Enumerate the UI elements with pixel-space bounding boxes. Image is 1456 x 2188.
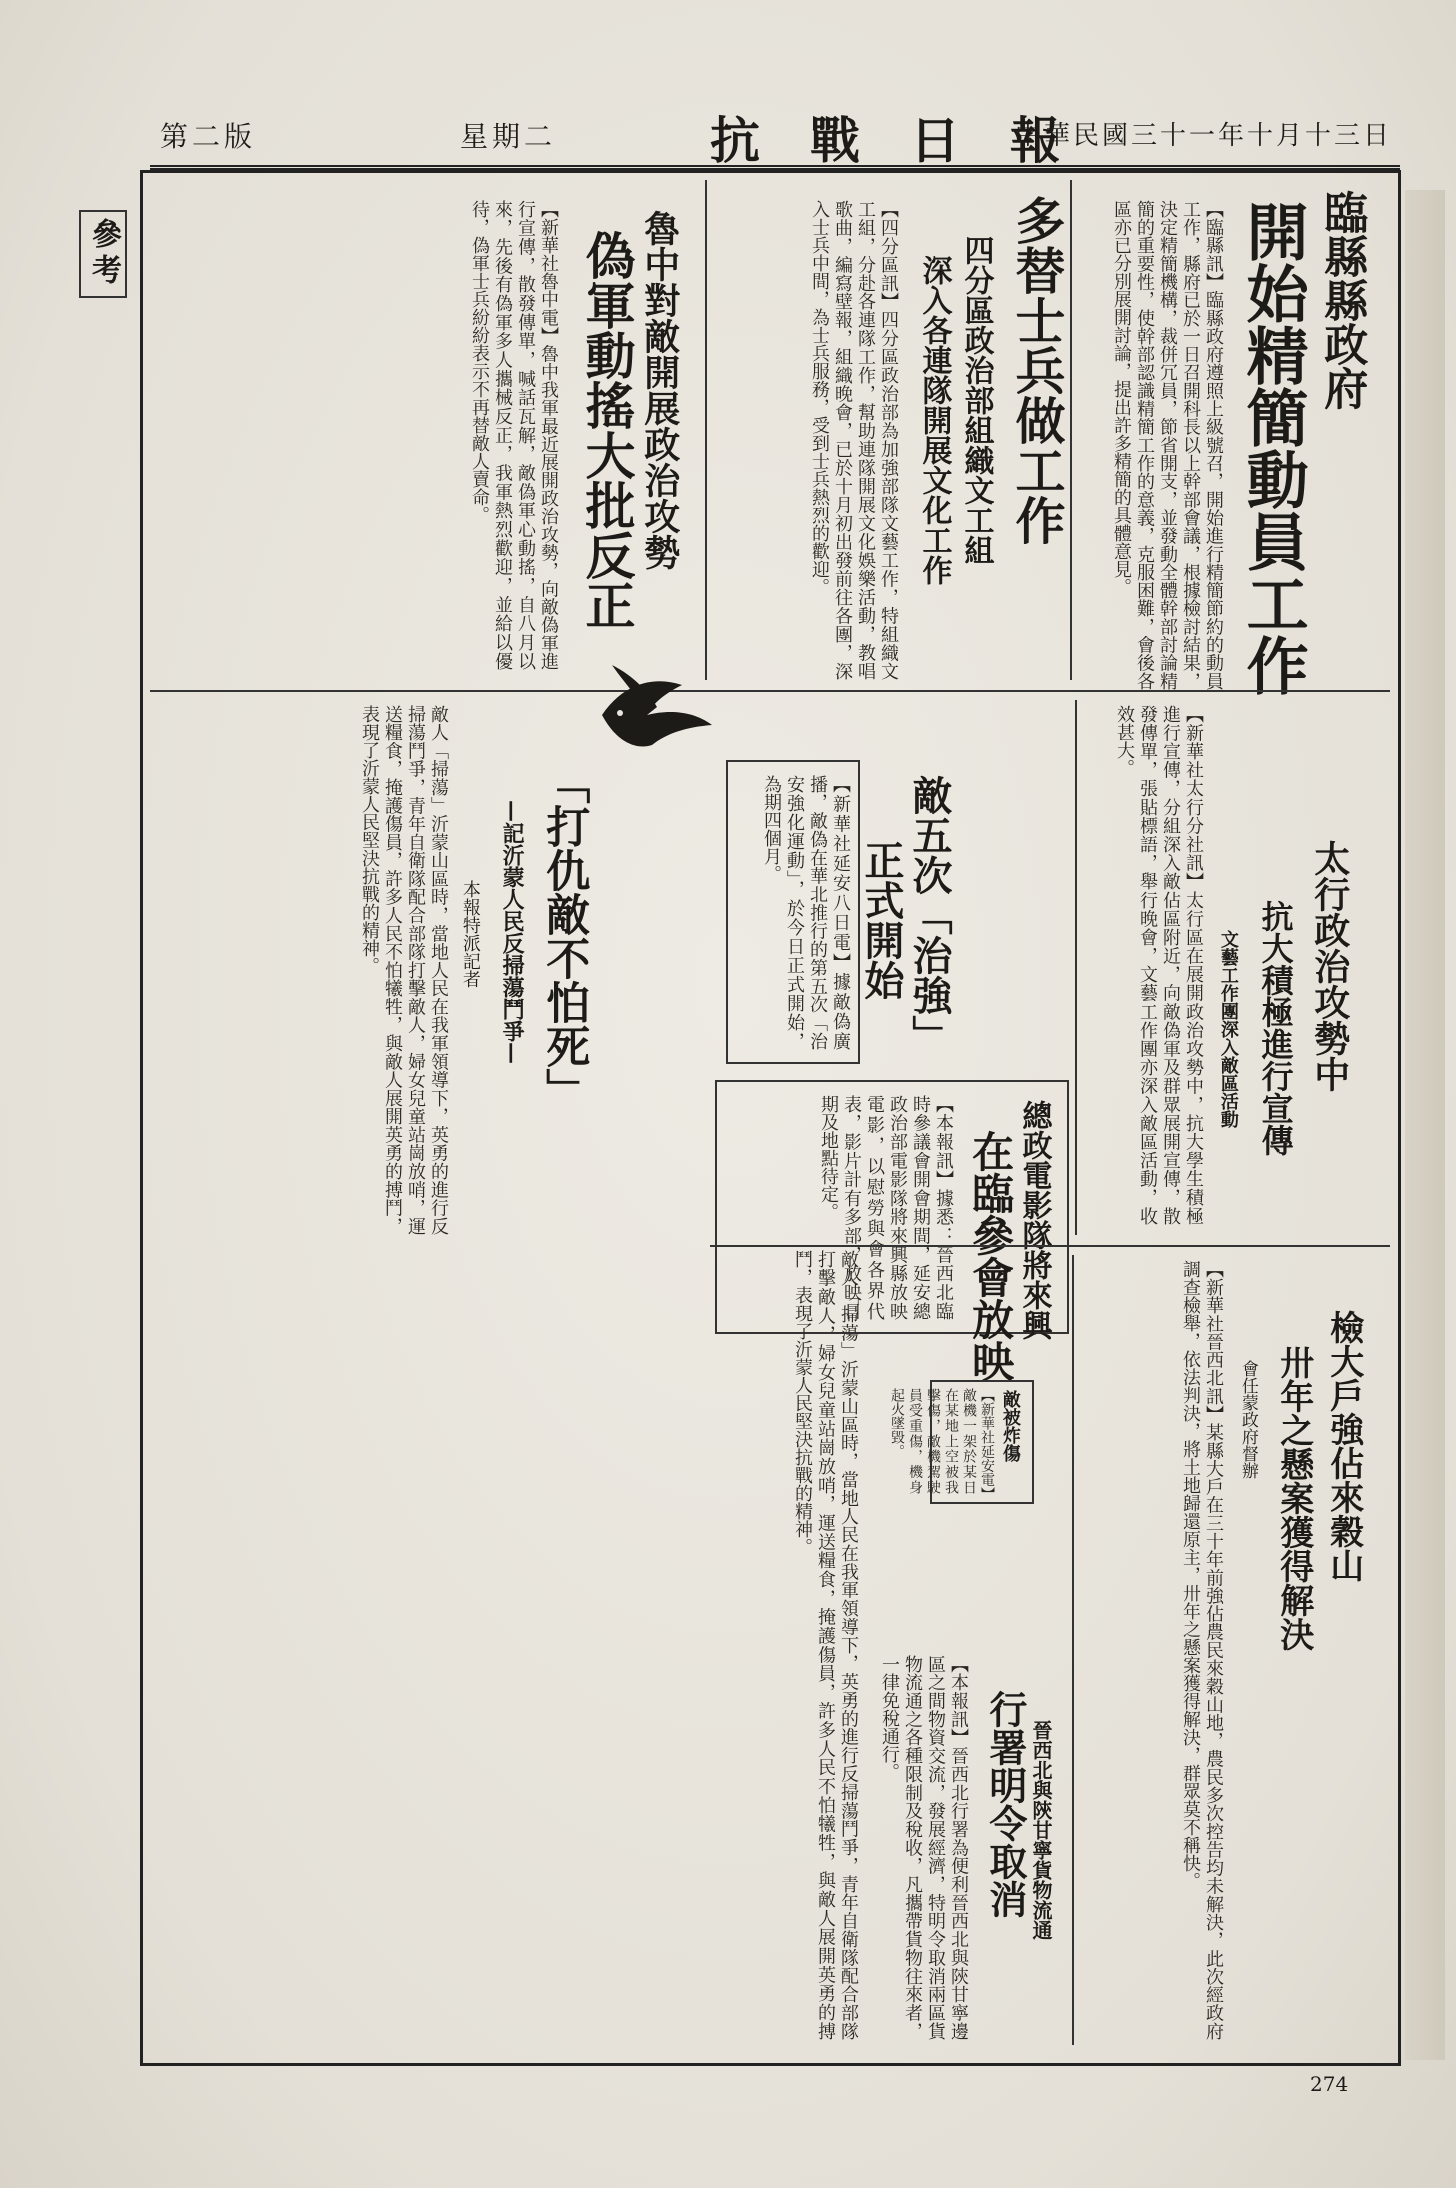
a10-body: 【新華社延安電】敵機一架於某日在某地上空被我擊傷，敵機駕駛員受重傷，機身起火墜毀。 bbox=[889, 1388, 995, 1494]
a8-kicker: 檢大戶強佔來穀山 bbox=[1323, 1310, 1364, 1582]
a8-byline: 會任蒙政府督辦 bbox=[1237, 1360, 1258, 1479]
a10-headline: 敵被炸傷 bbox=[999, 1390, 1021, 1462]
a7-subhead2: 文藝工作團深入敵區活動 bbox=[1217, 930, 1239, 1128]
page-number: 274 bbox=[1310, 2072, 1349, 2096]
issue-label: 第二版 bbox=[160, 120, 257, 153]
a1-body: 【臨縣訊】臨縣政府遵照上級號召，開始進行精簡節約的動員工作，縣府已於一日召開科長以上幹部會議，根據檢討結果，決定精簡機構，裁併冗員，節省開支，並發動全體幹部討論精簡的重要性，使幹部認識精簡工作的意義，克服困難，會後各區亦已分別展開討論，提出許多精簡的具體意見。 bbox=[1111, 200, 1224, 690]
a9-headline: 行署明令取消 bbox=[982, 1690, 1028, 1918]
a1-headline: 開始精簡動員工作 bbox=[1236, 200, 1310, 696]
a4-headline: 「打仇敵不怕死」 bbox=[538, 760, 590, 1112]
column-rule bbox=[1072, 1255, 1074, 2045]
a7-subhead1: 抗大積極進行宣傳 bbox=[1256, 900, 1295, 1156]
dove-illustration-icon bbox=[592, 655, 722, 765]
weekday-label: 星期二 bbox=[460, 120, 557, 153]
a4-body-continued: 敵人「掃蕩」沂蒙山區時，當地人民在我軍領導下，英勇的進行反掃蕩鬥爭，青年自衛隊配合部隊打擊敵人，婦女兒童站崗放哨，運送糧食，掩護傷員，許多人民不怕犧牲，與敵人展開英勇的搏鬥，表現了沂蒙人民堅決抗戰的精神。 bbox=[792, 1250, 859, 2040]
a1-kicker: 臨縣縣政府 bbox=[1316, 190, 1368, 410]
a5-subhead: 正式開始 bbox=[858, 840, 905, 1000]
a3-headline: 偽軍動搖大批反正 bbox=[577, 230, 637, 630]
column-rule bbox=[705, 180, 707, 680]
a7-headline: 太行政治攻勢中 bbox=[1308, 840, 1351, 1092]
a2-body: 【四分區訊】四分區政治部為加強部隊文藝工作，特組織文工組，分赴各連隊工作，幫助連隊開展文化娛樂活動，教唱歌曲，編寫壁報，組織晚會，已於十月初出發前往各團，深入士兵中間，為士兵服務，受到士兵熱烈的歡迎。 bbox=[809, 200, 899, 680]
a2-subhead1: 四分區政治部組織文工組 bbox=[958, 235, 994, 565]
masthead bbox=[150, 105, 1400, 170]
a8-body: 【新華社晉西北訊】某縣大戶在三十年前強佔農民來穀山地，農民多次控告均未解決，此次經政府調查檢舉，依法判決，將土地歸還原主，卅年之懸案獲得解決，群眾莫不稱快。 bbox=[1180, 1260, 1224, 2040]
section-rule bbox=[710, 1245, 1390, 1247]
a2-headline: 多替士兵做工作 bbox=[1007, 195, 1067, 545]
left-margin-strip bbox=[75, 190, 135, 2070]
right-margin-strip bbox=[1405, 190, 1445, 2060]
a9-body: 【本報訊】晉西北行署為便利晉西北與陝甘寧邊區之間物資交流，發展經濟，特明令取消兩區貨物流通之各種限制及稅收，凡攜帶貨物往來者，一律免稅通行。 bbox=[879, 1655, 969, 2040]
a4-subhead: —記沂蒙人民反掃蕩鬥爭— bbox=[499, 800, 526, 1064]
a3-kicker: 魯中對敵開展政治攻勢 bbox=[638, 210, 681, 570]
column-rule bbox=[1070, 180, 1072, 680]
a6-kicker: 總政電影隊將來興 bbox=[1016, 1100, 1052, 1340]
a4-byline: 本報特派記者 bbox=[459, 880, 481, 988]
a3-body: 【新華社魯中電】魯中我軍最近展開政治攻勢，向敵偽軍進行宣傳，散發傳單，喊話瓦解，敵偽軍心動搖，自八月以來，先後有偽軍多人攜械反正，我軍熱烈歡迎，並給以優待，偽軍士兵紛紛表示不再替敵人賣命。 bbox=[469, 200, 559, 670]
issue-date: 中華民國三十一年十月十三日 bbox=[1014, 121, 1392, 151]
a5-headline: 敵五次「治強」 bbox=[906, 775, 953, 1055]
a8-headline: 卅年之懸案獲得解決 bbox=[1273, 1345, 1314, 1651]
a6-body: 【本報訊】據悉：晉西北臨時參議會開會期間，延安總政治部電影隊將來興縣放映電影，以慰勞與會各界代表，影片計有多部，放映日期及地點待定。 bbox=[818, 1095, 954, 1320]
column-rule bbox=[1075, 700, 1077, 1235]
section-rule bbox=[150, 690, 1390, 692]
a7-body: 【新華社太行分社訊】太行區在展開政治攻勢中，抗大學生積極進行宣傳，分組深入敵佔區附近，向敵偽軍及群眾展開宣傳，散發傳單，張貼標語，舉行晚會，文藝工作團亦深入敵區活動，收效甚大。 bbox=[1114, 705, 1204, 1225]
a2-subhead2: 深入各連隊開展文化工作 bbox=[916, 255, 952, 585]
newspaper-name: 抗戰日報 bbox=[710, 111, 1110, 170]
reference-label: 參考 bbox=[79, 210, 127, 298]
a6-headline: 在臨參會放映 bbox=[966, 1130, 1016, 1382]
a4-body: 敵人「掃蕩」沂蒙山區時，當地人民在我軍領導下，英勇的進行反掃蕩鬥爭，青年自衛隊配合部隊打擊敵人，婦女兒童站崗放哨，運送糧食，掩護傷員，許多人民不怕犧牲，與敵人展開英勇的搏鬥，表現了沂蒙人民堅決抗戰的精神。 bbox=[359, 705, 449, 1235]
a9-kicker: 晉西北與陝甘寧貨物流通 bbox=[1029, 1720, 1053, 1940]
a5-body: 【新華社延安八日電】據敵偽廣播，敵偽在華北推行的第五次「治安強化運動」，於今日正式開始，為期四個月。 bbox=[761, 775, 851, 1050]
